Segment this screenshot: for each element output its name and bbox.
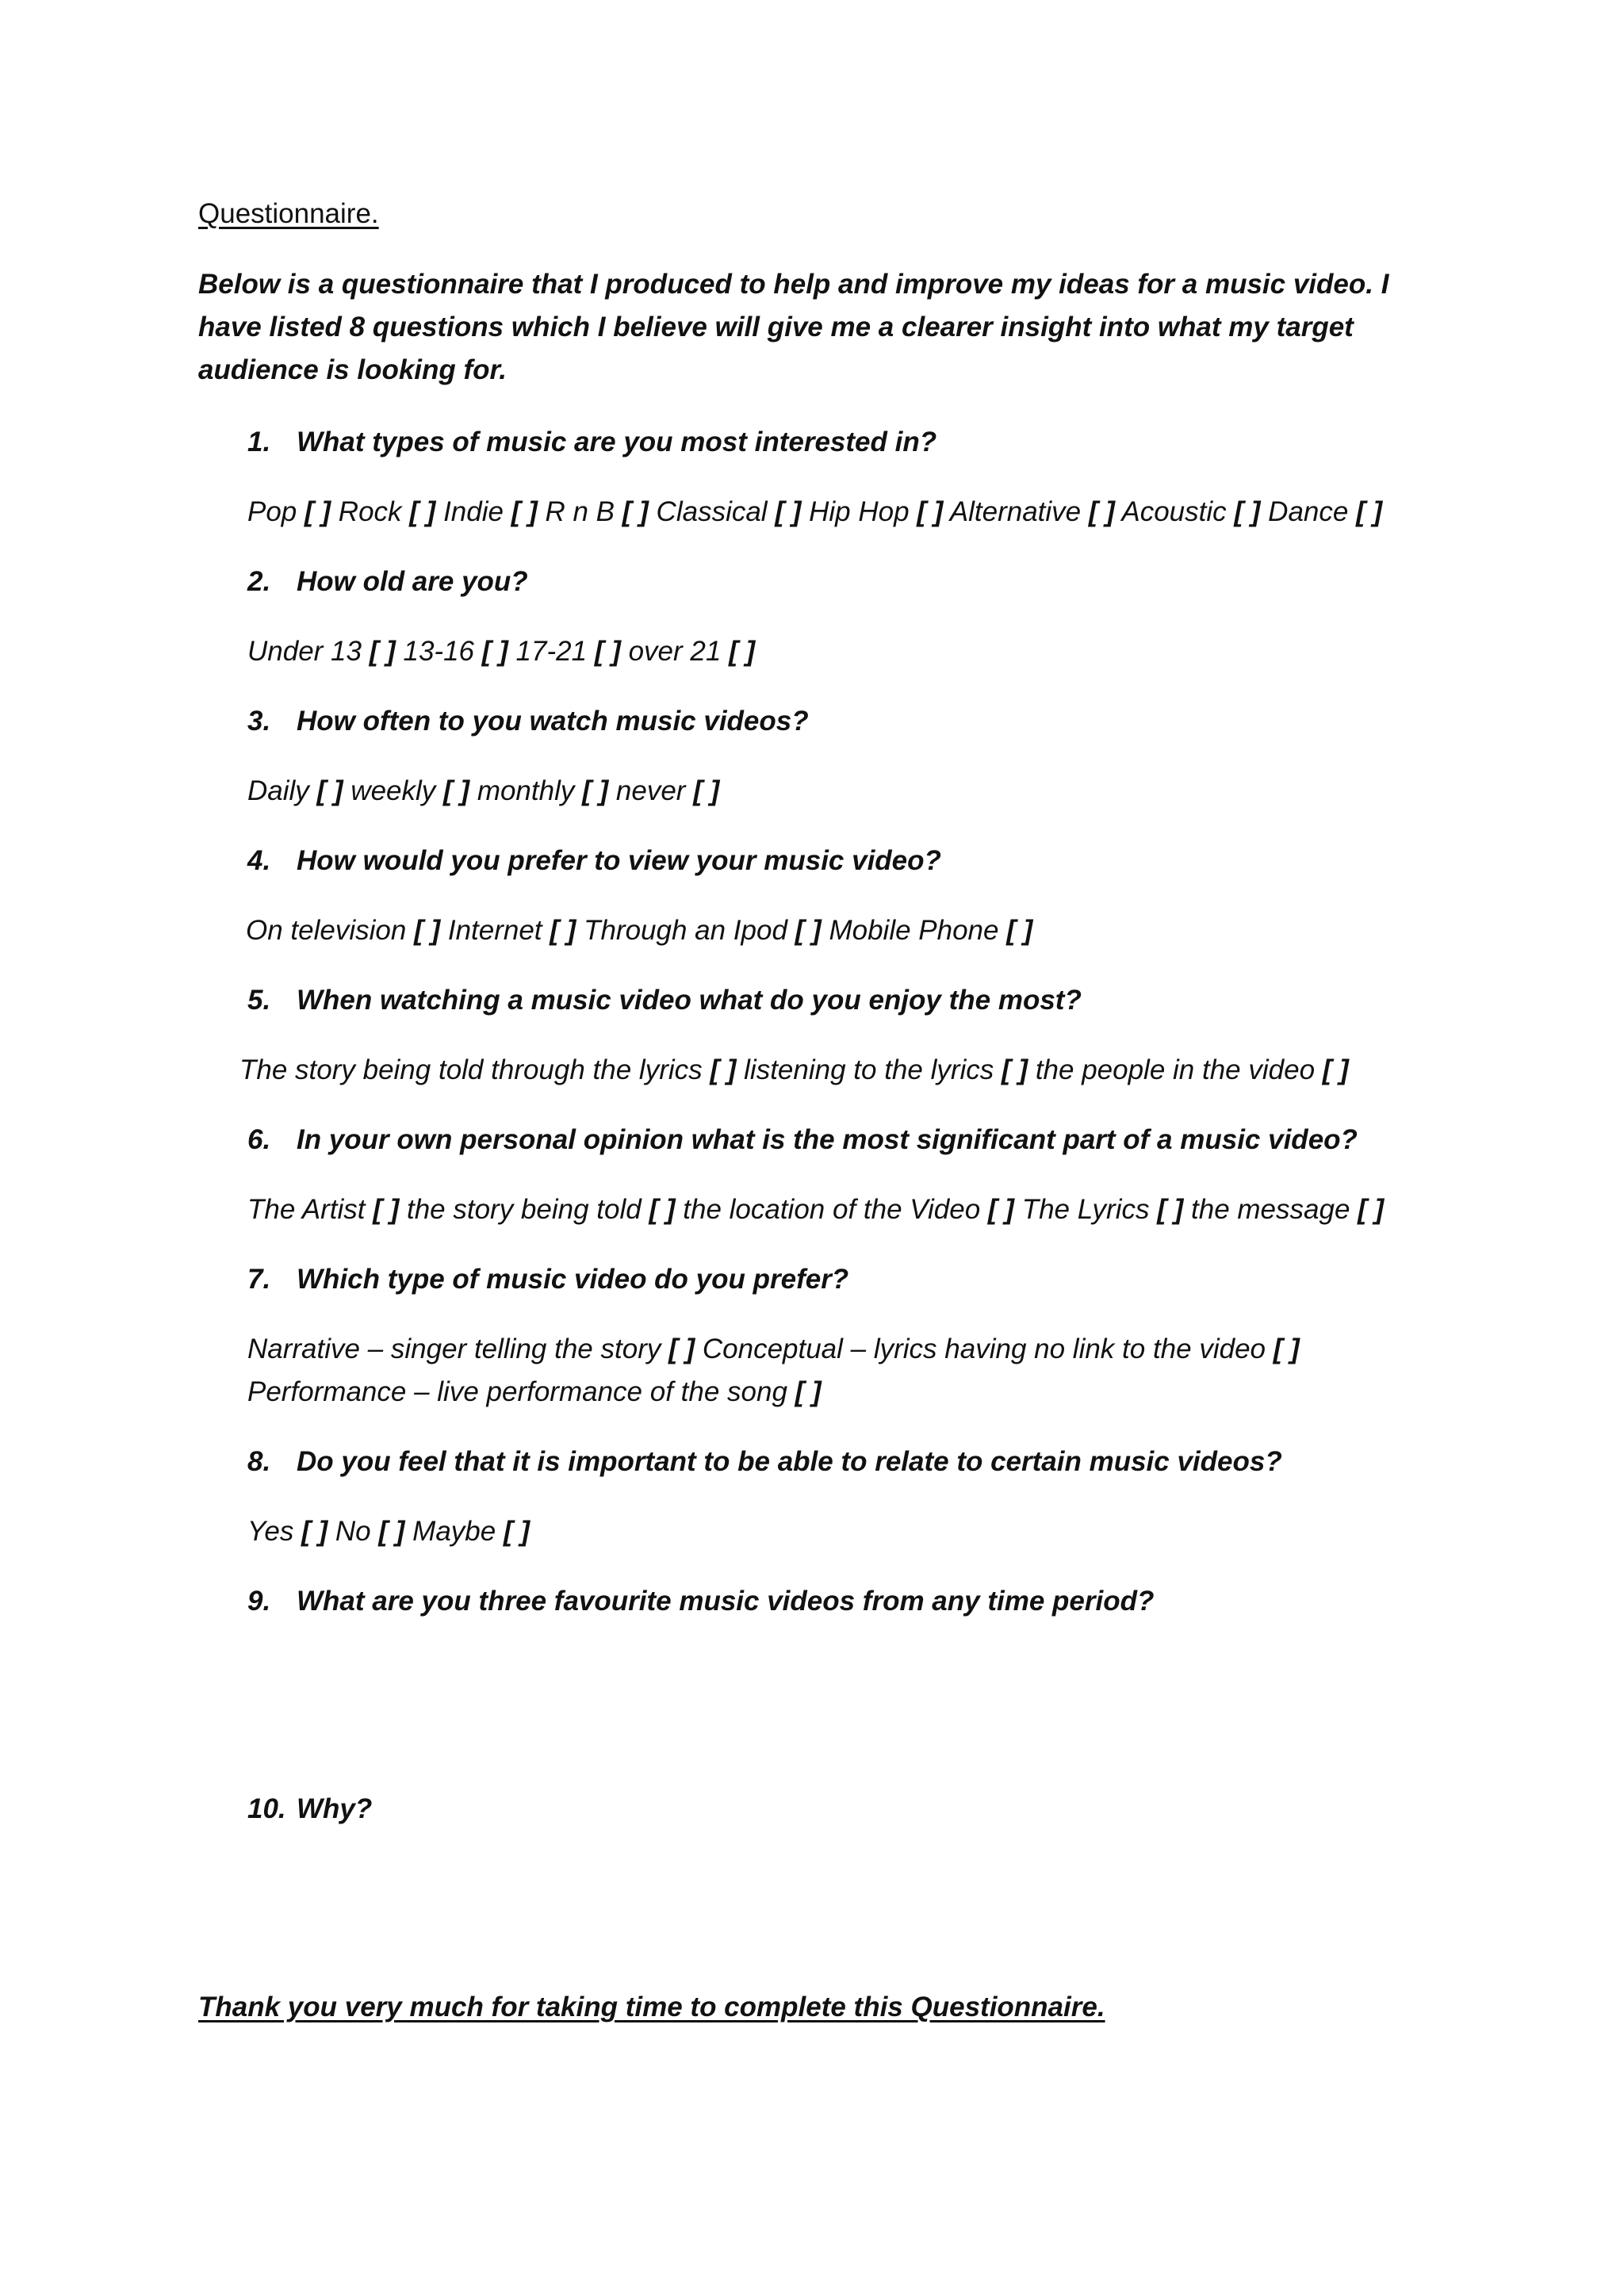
checkbox[interactable]: [ ] bbox=[1006, 915, 1033, 946]
checkbox[interactable]: [ ] bbox=[987, 1194, 1014, 1225]
question-number: 9. bbox=[247, 1586, 271, 1617]
checkbox[interactable]: [ ] bbox=[443, 775, 470, 806]
checkbox[interactable]: [ ] bbox=[511, 496, 538, 527]
checkbox[interactable]: [ ] bbox=[775, 496, 802, 527]
option-label: the people in the video bbox=[1035, 1054, 1316, 1085]
option-label: Narrative – singer telling the story bbox=[247, 1334, 661, 1364]
question-8 bbox=[247, 1446, 1282, 1478]
question-1-options bbox=[247, 496, 1382, 528]
question-text: Which type of music video do you prefer? bbox=[297, 1264, 849, 1295]
question-2-options bbox=[247, 636, 755, 668]
question-text: Do you feel that it is important to be able to relate to certain music videos? bbox=[297, 1446, 1282, 1477]
checkbox[interactable]: [ ] bbox=[304, 496, 331, 527]
checkbox[interactable]: [ ] bbox=[1322, 1054, 1349, 1085]
option-label: The Artist bbox=[247, 1194, 366, 1225]
option-label: Daily bbox=[247, 775, 309, 806]
question-6-options bbox=[247, 1194, 1384, 1226]
checkbox[interactable]: [ ] bbox=[369, 636, 396, 667]
checkbox[interactable]: [ ] bbox=[917, 496, 944, 527]
checkbox[interactable]: [ ] bbox=[649, 1194, 676, 1225]
question-9 bbox=[247, 1586, 1154, 1617]
option-label: weekly bbox=[350, 775, 436, 806]
question-1 bbox=[247, 427, 936, 458]
checkbox[interactable]: [ ] bbox=[622, 496, 649, 527]
option-label: Hip Hop bbox=[809, 496, 910, 527]
question-8-options bbox=[247, 1516, 530, 1548]
checkbox[interactable]: [ ] bbox=[1088, 496, 1115, 527]
option-label: Through an Ipod bbox=[584, 915, 787, 946]
option-label: Alternative bbox=[949, 496, 1082, 527]
option-label: Maybe bbox=[412, 1516, 496, 1547]
checkbox[interactable]: [ ] bbox=[1234, 496, 1261, 527]
option-label: No bbox=[335, 1516, 371, 1547]
option-label: the message bbox=[1191, 1194, 1350, 1225]
option-label: the story being told bbox=[406, 1194, 642, 1225]
checkbox[interactable]: [ ] bbox=[710, 1054, 737, 1085]
closing-thank-you: Thank you very much for taking time to complete this Questionnaire. bbox=[198, 1992, 1105, 2022]
checkbox[interactable]: [ ] bbox=[373, 1194, 400, 1225]
checkbox[interactable]: [ ] bbox=[594, 636, 621, 667]
question-number: 4. bbox=[247, 845, 271, 876]
checkbox[interactable]: [ ] bbox=[693, 775, 720, 806]
checkbox[interactable]: [ ] bbox=[301, 1516, 328, 1547]
question-7 bbox=[247, 1264, 848, 1295]
checkbox[interactable]: [ ] bbox=[668, 1334, 695, 1364]
option-label: Indie bbox=[443, 496, 504, 527]
checkbox[interactable]: [ ] bbox=[481, 636, 508, 667]
question-number: 5. bbox=[247, 985, 271, 1016]
checkbox[interactable]: [ ] bbox=[1273, 1334, 1300, 1364]
question-4 bbox=[247, 845, 941, 877]
question-7-options-line-2 bbox=[247, 1376, 822, 1408]
question-number: 2. bbox=[247, 566, 271, 597]
checkbox[interactable]: [ ] bbox=[378, 1516, 405, 1547]
question-text: When watching a music video what do you enjoy the most? bbox=[297, 985, 1082, 1016]
option-label: The story being told through the lyrics bbox=[239, 1054, 703, 1085]
question-3-options bbox=[247, 775, 719, 807]
question-2 bbox=[247, 566, 528, 598]
question-7-options-line-1 bbox=[247, 1334, 1300, 1365]
option-label: Yes bbox=[247, 1516, 294, 1547]
option-label: never bbox=[615, 775, 686, 806]
option-label: Classical bbox=[656, 496, 768, 527]
question-number: 3. bbox=[247, 706, 271, 737]
option-label: On television bbox=[246, 915, 407, 946]
option-label: over 21 bbox=[628, 636, 722, 667]
option-label: monthly bbox=[477, 775, 575, 806]
checkbox[interactable]: [ ] bbox=[409, 496, 436, 527]
option-label: Acoustic bbox=[1121, 496, 1227, 527]
option-label: Conceptual – lyrics having no link to the video bbox=[702, 1334, 1266, 1364]
question-number: 7. bbox=[247, 1264, 271, 1295]
question-number: 8. bbox=[247, 1446, 271, 1477]
question-text: How old are you? bbox=[297, 566, 528, 597]
question-text: What types of music are you most interested in? bbox=[297, 427, 937, 457]
option-label: 17-21 bbox=[515, 636, 588, 667]
checkbox[interactable]: [ ] bbox=[414, 915, 441, 946]
question-3 bbox=[247, 706, 809, 737]
question-5-options bbox=[239, 1054, 1349, 1086]
option-label: Internet bbox=[447, 915, 542, 946]
checkbox[interactable]: [ ] bbox=[1358, 1194, 1385, 1225]
option-label: Pop bbox=[247, 496, 297, 527]
checkbox[interactable]: [ ] bbox=[729, 636, 756, 667]
checkbox[interactable]: [ ] bbox=[1157, 1194, 1184, 1225]
option-label: Under 13 bbox=[247, 636, 362, 667]
question-text: What are you three favourite music videos from any time period? bbox=[297, 1586, 1155, 1617]
checkbox[interactable]: [ ] bbox=[795, 915, 822, 946]
option-label: the location of the Video bbox=[683, 1194, 981, 1225]
option-label: listening to the lyrics bbox=[744, 1054, 994, 1085]
question-number: 1. bbox=[247, 427, 271, 457]
checkbox[interactable]: [ ] bbox=[316, 775, 343, 806]
checkbox[interactable]: [ ] bbox=[503, 1516, 530, 1547]
checkbox[interactable]: [ ] bbox=[550, 915, 576, 946]
checkbox[interactable]: [ ] bbox=[582, 775, 609, 806]
question-6 bbox=[247, 1124, 1358, 1156]
checkbox[interactable]: [ ] bbox=[795, 1376, 822, 1407]
option-label: Rock bbox=[338, 496, 402, 527]
question-number: 10. bbox=[247, 1793, 286, 1824]
document-title: Questionnaire. bbox=[198, 198, 379, 229]
option-label: R n B bbox=[545, 496, 615, 527]
option-label: 13-16 bbox=[403, 636, 475, 667]
question-5 bbox=[247, 985, 1082, 1016]
option-label: Dance bbox=[1268, 496, 1349, 527]
question-text: How often to you watch music videos? bbox=[297, 706, 809, 737]
intro-paragraph: Below is a questionnaire that I produced to help and improve my ideas for a music video. I have listed 8 questions which I believe will give me a clearer insight into what my target audience is looking for. bbox=[198, 269, 1389, 385]
question-number: 6. bbox=[247, 1124, 271, 1155]
checkbox[interactable]: [ ] bbox=[1356, 496, 1383, 527]
question-10 bbox=[247, 1793, 372, 1825]
option-label: Mobile Phone bbox=[829, 915, 999, 946]
question-text: Why? bbox=[297, 1793, 373, 1824]
option-label: Performance – live performance of the song bbox=[247, 1376, 787, 1407]
option-label: The Lyrics bbox=[1021, 1194, 1150, 1225]
question-text: How would you prefer to view your music video? bbox=[297, 845, 941, 876]
question-text: In your own personal opinion what is the most significant part of a music video? bbox=[297, 1124, 1358, 1155]
question-4-options bbox=[246, 915, 1032, 947]
checkbox[interactable]: [ ] bbox=[1002, 1054, 1028, 1085]
